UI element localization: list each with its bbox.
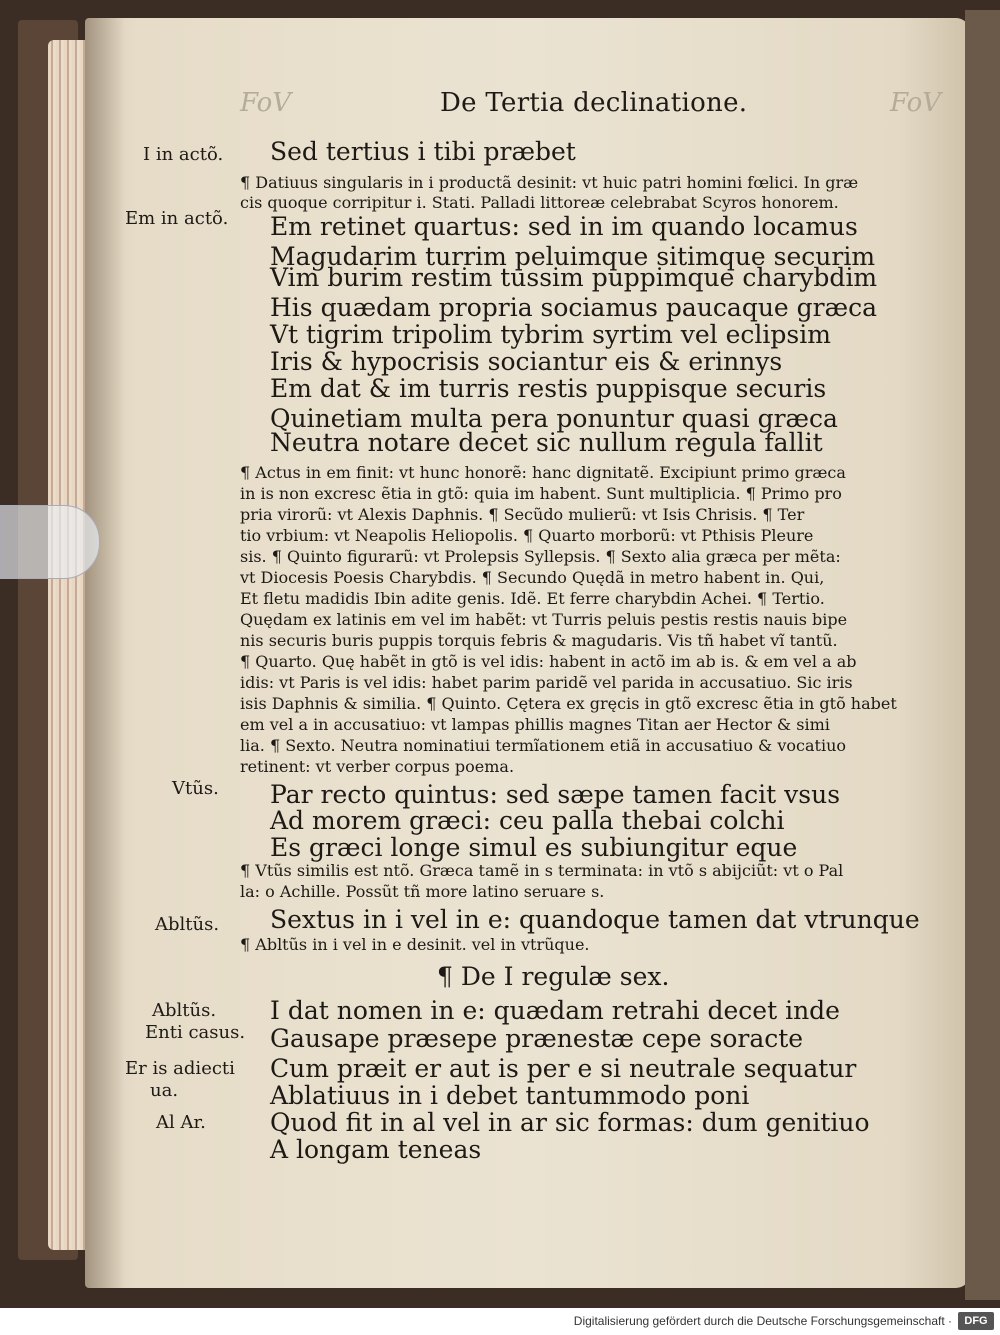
verse-line: His quædam propria sociamus paucaque græca (270, 293, 878, 322)
verse-line: Sextus in i vel in e: quandoque tamen dat vtrunque (270, 905, 920, 934)
margin-note: I in actõ. (143, 144, 224, 165)
margin-note: ua. (150, 1080, 179, 1101)
bleed-through-folio-left: FoV (240, 88, 292, 118)
verse-line: Em retinet quartus: sed in im quando locamus (270, 212, 858, 241)
gutter-shadow (85, 18, 125, 1288)
margin-note: Vtũs. (172, 778, 219, 799)
verse-line: Iris & hypocrisis sociantur eis & erinnys (270, 347, 783, 376)
verse-line: Quinetiam multa pera ponuntur quasi græca (270, 404, 838, 433)
prose-line: isis Daphnis & similia. ¶ Quinto. Cętera ex gręcis in gtõ excresc ẽtia in gtõ habet (240, 694, 897, 713)
margin-note: Er is adiecti (125, 1058, 235, 1079)
prose-line: idis: vt Paris is vel idis: habet parim paridẽ vel parida in accusatiuo. Sic iris (240, 673, 853, 692)
prose-line: ¶ Vtũs similis est ntõ. Græca tamẽ in s terminata: in vtõ s abijciũt: vt o Pal (240, 861, 844, 880)
prose-line: retinent: vt verber corpus poema. (240, 757, 515, 776)
prose-line: vt Diocesis Poesis Charybdis. ¶ Secundo Quędã in metro habent in. Qui, (240, 568, 825, 587)
verse-line: Magudarim turrim peluimque sitimque securim (270, 242, 876, 271)
margin-note: Em in actõ. (125, 208, 229, 229)
verse-line: Ad morem græci: ceu palla thebai colchi (270, 806, 785, 835)
prose-line: ¶ Datiuus singularis in i productã desinit: vt huic patri homini fœlici. In græ (240, 173, 859, 192)
margin-note: Enti casus. (145, 1022, 246, 1043)
margin-note: Abltũs. (152, 1000, 217, 1021)
prose-line: sis. ¶ Quinto figurarũ: vt Prolepsis Syllepsis. ¶ Sexto alia græca per mẽta: (240, 547, 841, 566)
verse-line: Quod fit in al vel in ar sic formas: dum genitiuo (270, 1108, 870, 1137)
prose-line: pria virorũ: vt Alexis Daphnis. ¶ Secũdo mulierũ: vt Isis Chrisis. ¶ Ter (240, 505, 805, 524)
verse-line: Es græci longe simul es subiungitur eque (270, 833, 798, 862)
verse-line: Em dat & im turris restis puppisque securis (270, 374, 827, 403)
prose-line: em vel a in accusatiuo: vt lampas phillis magnes Titan aer Hector & simi (240, 715, 830, 734)
transparent-ruler-clip (0, 505, 100, 579)
verse-line: Vim burim restim tussim puppimque charybdim (270, 263, 878, 292)
verse-line: I dat nomen in e: quædam retrahi decet inde (270, 996, 840, 1025)
running-head: De Tertia declinatione. (440, 88, 748, 118)
verse-line: Vt tigrim tripolim tybrim syrtim vel eclipsim (270, 320, 831, 349)
verse-line: Par recto quintus: sed sæpe tamen facit vsus (270, 780, 841, 809)
verse-line: Neutra notare decet sic nullum regula fallit (270, 428, 823, 457)
verse-line: A longam teneas (270, 1135, 482, 1164)
prose-line: tio vrbium: vt Neapolis Heliopolis. ¶ Quarto morborũ: vt Pthisis Pleure (240, 526, 814, 545)
prose-line: Quędam ex latinis em vel im habẽt: vt Turris peluis pestis restis nauis bipe (240, 610, 848, 629)
book-cover-right (965, 10, 1000, 1300)
footer-bar (0, 1308, 1000, 1335)
funding-credit: Digitalisierung gefördert durch die Deutsche Forschungsgemeinschaft · (573, 1314, 952, 1328)
prose-line: in is non excresc ẽtia in gtõ: quia im habent. Sunt multiplicia. ¶ Primo pro (240, 484, 842, 503)
prose-line: ¶ Actus in em finit: vt hunc honorẽ: hanc dignitatẽ. Excipiunt primo græca (240, 463, 846, 482)
verse-line: Gausape præsepe prænestæ cepe soracte (270, 1024, 804, 1053)
verse-line: Sed tertius i tibi præbet (270, 137, 576, 166)
prose-line: nis securis buris puppis torquis febris & magudaris. Vis tñ habet vĩ tantũ. (240, 631, 838, 650)
prose-line: lia. ¶ Sexto. Neutra nominatiui termĩationem etiã in accusatiuo & vocatiuo (240, 736, 847, 755)
dfg-logo: DFG (958, 1312, 994, 1330)
prose-line: Et fletu madidis Ibin adite genis. Idẽ. Et ferre charybdin Achei. ¶ Tertio. (240, 589, 825, 608)
prose-line: la: o Achille. Possũt tñ more latino seruare s. (240, 882, 605, 901)
bleed-through-folio-right: FoV (890, 88, 942, 118)
prose-line: ¶ Quarto. Quę habẽt in gtõ is vel idis: habent in actõ im ab is. & em vel a ab (240, 652, 857, 671)
section-subheading: ¶ De I regulæ sex. (437, 962, 670, 991)
margin-note: Al Ar. (156, 1112, 206, 1133)
prose-line: cis quoque corripitur i. Stati. Palladi littoreæ celebrabat Scyros honorem. (240, 193, 839, 212)
prose-line: ¶ Abltũs in i vel in e desinit. vel in vtrũque. (240, 935, 590, 954)
verse-line: Cum præit er aut is per e si neutrale sequatur (270, 1054, 857, 1083)
verse-line: Ablatiuus in i debet tantummodo poni (270, 1081, 750, 1110)
margin-note: Abltũs. (155, 914, 220, 935)
